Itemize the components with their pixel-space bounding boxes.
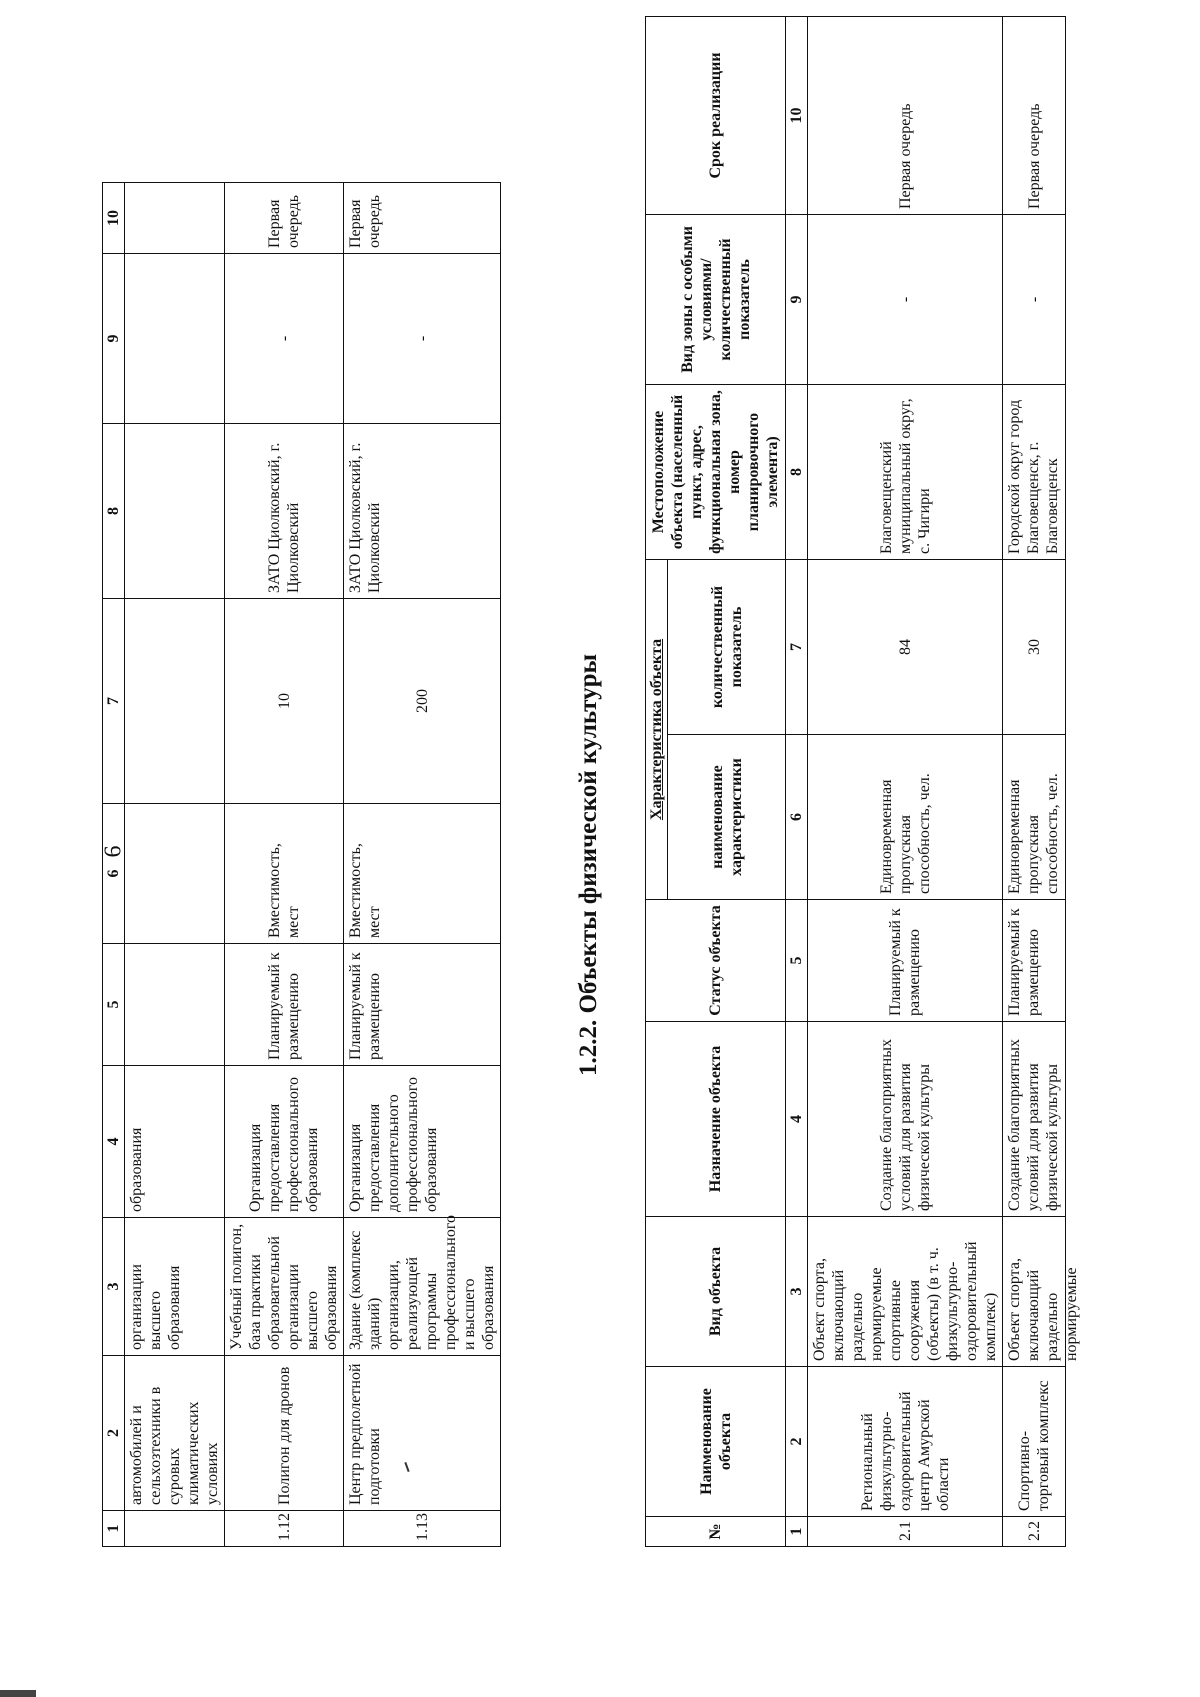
col-num: 5 [786, 900, 808, 1022]
col-num: 1 [786, 1517, 808, 1547]
cell-kind: Объект спорта, включающий раздельно нормируемые спортивные сооружения (объекты) (в т. ч. физкультурно-оздоровительный комплекс) [808, 1217, 1003, 1367]
column-number-row [786, 17, 808, 1547]
cell-no: 2.2 [1003, 1517, 1066, 1547]
header-status: Статус объекта [646, 900, 786, 1022]
header-char-group: Характеристика объекта [646, 560, 668, 900]
col-num: 2 [103, 1356, 125, 1511]
cell-location-text: Городской округ город Благовещенск, г. Благовещенск [1006, 399, 1061, 554]
cell-zone [125, 254, 225, 424]
cell-kind: организации высшего образования [125, 1218, 225, 1356]
cell-kind-text: Объект спорта, включающий раздельно нормируемые [1006, 1258, 1080, 1361]
col-num: 9 [103, 254, 125, 424]
table-row [125, 183, 225, 1547]
col-num: 9 [786, 215, 808, 385]
page-number: 6 [100, 845, 127, 858]
header-char-value: количественный показатель [668, 560, 786, 735]
col-num: 3 [786, 1217, 808, 1367]
cell-status: Планируемый к размещению [1003, 900, 1066, 1022]
cell-purpose-text: Создание благоприятных условий для развития физической культуры [1006, 1039, 1061, 1211]
cell-name: автомобилей и сельхозтехники в суровых климатических условиях [125, 1356, 225, 1511]
section-title: 1.2.2. Объекты физической культуры [575, 653, 602, 1077]
table-row [808, 17, 1003, 1547]
cell-char-name [125, 804, 225, 944]
cell-no: 2.1 [808, 1517, 1003, 1547]
cell-term: Первая очередь [1003, 17, 1066, 215]
cell-name: Спортивно-торговый комплекс [1003, 1367, 1066, 1517]
header-char-name: наименование характеристики [668, 735, 786, 900]
cell-term: Первая очередь [808, 17, 1003, 215]
cell-status: Планируемый к размещению [344, 944, 501, 1066]
table-row [1003, 17, 1066, 1547]
cell-char-value: 200 [344, 599, 501, 804]
cell-char-name-text: Единовременная пропускная способность, чел. [1006, 773, 1061, 894]
cell-kind: Учебный полигон, база практики образовательной организации высшего образования [225, 1218, 344, 1356]
cell-kind [1003, 1217, 1080, 1367]
header-term: Срок реализации [646, 17, 786, 215]
column-number-row [103, 183, 125, 1547]
header-name: Наименование объекта [646, 1367, 786, 1517]
cell-char-name [1003, 735, 1066, 900]
col-num: 6 [103, 804, 125, 944]
cell-zone: - [225, 254, 344, 424]
cell-no: 1.13 [344, 1511, 501, 1547]
cell-zone: - [1003, 215, 1066, 385]
col-num: 10 [786, 17, 808, 215]
col-num: 2 [786, 1367, 808, 1517]
col-num: 7 [103, 599, 125, 804]
col-num: 4 [103, 1066, 125, 1218]
cell-zone: - [808, 215, 1003, 385]
cell-char-value: 10 [225, 599, 344, 804]
cell-char-value: 84 [808, 560, 1003, 735]
cell-purpose: образования [125, 1066, 225, 1218]
cell-location: Благовещенский муниципальный округ, с. Чигири [808, 385, 1003, 560]
header-location: Местоположение объекта (населенный пункт, адрес, функциональная зона, номер планировочного элемента) [646, 385, 786, 560]
col-num: 10 [103, 183, 125, 254]
cell-location [125, 424, 225, 599]
col-num: 5 [103, 944, 125, 1066]
header-zone: Вид зоны с особыми условиями/ количественный показатель [646, 215, 786, 385]
cell-char-name: Вместимость, мест [344, 804, 501, 944]
col-num: 3 [103, 1218, 125, 1356]
cell-no [125, 1511, 225, 1547]
cell-term [125, 183, 225, 254]
cell-kind: Здание (комплекс зданий) организации, реализующей программы профессионального и высшего образования [344, 1218, 501, 1356]
cell-char-value [125, 599, 225, 804]
col-num: 7 [786, 560, 808, 735]
col-num: 8 [786, 385, 808, 560]
cell-char-name: Вместимость, мест [225, 804, 344, 944]
sport-objects-table [645, 16, 1080, 1547]
table-row [344, 183, 501, 1547]
cell-name: Полигон для дронов [225, 1356, 344, 1511]
cell-purpose: Организация предоставления дополнительного профессионального образования [344, 1066, 501, 1218]
col-num: 8 [103, 424, 125, 599]
cell-term: Первая очередь [344, 183, 501, 254]
col-num: 1 [103, 1511, 125, 1547]
cell-location: ЗАТО Циолковский, г. Циолковский [225, 424, 344, 599]
education-objects-table [102, 182, 501, 1547]
header-row [646, 17, 668, 1547]
header-purpose: Назначение объекта [646, 1022, 786, 1217]
cell-status: Планируемый к размещению [808, 900, 1003, 1022]
cell-char-value: 30 [1003, 560, 1066, 735]
cell-status: Планируемый к размещению [225, 944, 344, 1066]
cell-location [1003, 385, 1066, 560]
cell-zone: - [344, 254, 501, 424]
table-row [225, 183, 344, 1547]
col-num: 4 [786, 1022, 808, 1217]
cell-purpose: Организация предоставления профессионального образования [225, 1066, 344, 1218]
cell-purpose [1003, 1022, 1066, 1217]
col-num: 6 [786, 735, 808, 900]
header-kind: Вид объекта [646, 1217, 786, 1367]
cell-status [125, 944, 225, 1066]
cell-purpose: Создание благоприятных условий для развития физической культуры [808, 1022, 1003, 1217]
cell-location: ЗАТО Циолковский, г. Циолковский [344, 424, 501, 599]
cell-term: Первая очередь [225, 183, 344, 254]
header-no: № [646, 1517, 786, 1547]
cell-name: Региональный физкультурно-оздоровительный центр Амурской области [808, 1367, 1003, 1517]
cell-no: 1.12 [225, 1511, 344, 1547]
cell-char-name: Единовременная пропускная способность, чел. [808, 735, 1003, 900]
cell-name: Центр предполетной подготовки [344, 1356, 501, 1511]
